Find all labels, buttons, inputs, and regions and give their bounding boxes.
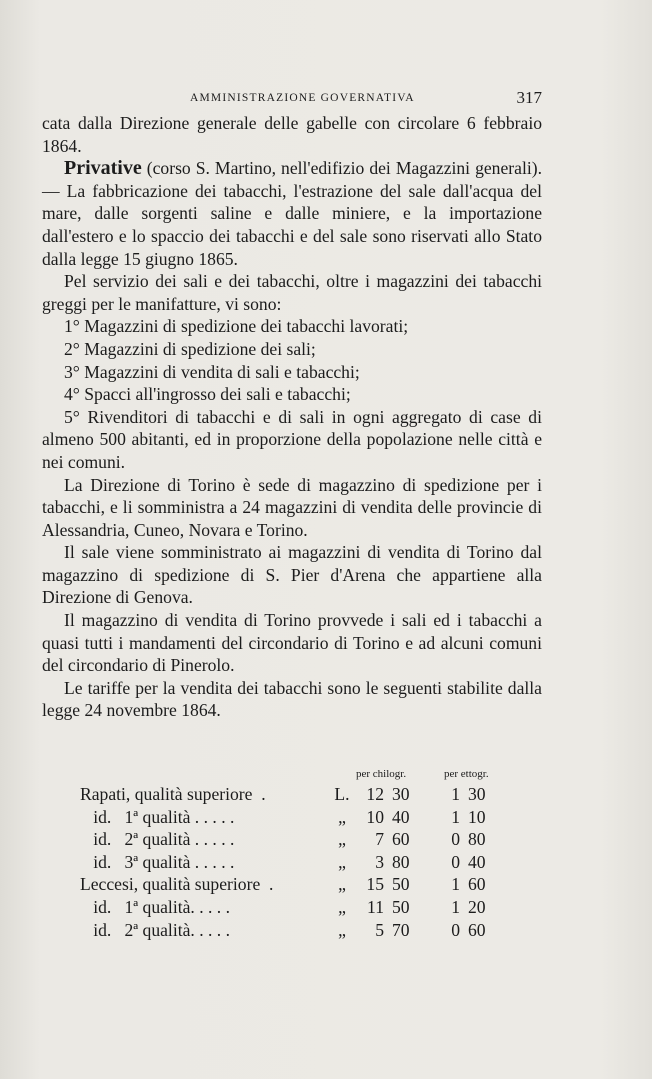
price-kg-lire: 12: [366, 784, 384, 804]
price-hg-cent: 30: [468, 784, 486, 804]
currency-mark: „: [338, 806, 346, 827]
row-label: Rapati, qualità superiore .: [80, 784, 266, 804]
table-row: [42, 852, 542, 875]
price-hg-lire: 0: [451, 829, 460, 850]
price-kg-cent: 80: [392, 851, 410, 872]
table-row: [42, 784, 542, 807]
price-hg-lire: 1: [451, 874, 460, 895]
list-item-4: 4° Spacci all'ingrosso dei sali e tabacchi;: [64, 384, 351, 405]
row-label: id. 1ª qualità. . . . .: [80, 896, 230, 917]
page-number: 317: [516, 88, 542, 107]
price-kg-lire: 10: [366, 806, 384, 827]
paragraph-3: Pel servizio dei sali e dei tabacchi, oltre i magazzini dei tabacchi greggi per le manifatture, vi sono:: [42, 271, 542, 314]
price-hg-lire: 0: [451, 919, 460, 940]
price-kg-lire: 3: [375, 851, 384, 872]
price-kg-lire: 11: [367, 896, 384, 917]
row-label: Leccesi, qualità superiore .: [80, 874, 274, 895]
row-label: id. 2ª qualità . . . . .: [80, 829, 235, 850]
table-row: [42, 829, 542, 852]
price-hg-lire: 1: [451, 896, 460, 917]
currency-mark: „: [338, 896, 346, 917]
price-hg-cent: 10: [468, 806, 486, 827]
currency-mark: „: [338, 829, 346, 850]
price-kg-cent: 50: [392, 874, 410, 895]
price-kg-lire: 7: [375, 829, 384, 850]
currency-mark: L.: [334, 784, 350, 804]
price-hg-cent: 20: [468, 896, 486, 917]
price-kg-cent: 50: [392, 896, 410, 917]
table-row: [42, 920, 542, 943]
list-item-3: 3° Magazzini di vendita di sali e tabacchi;: [64, 361, 360, 382]
price-hg-cent: 80: [468, 829, 486, 850]
currency-mark: „: [338, 851, 346, 872]
table-row: [42, 874, 542, 897]
price-kg-lire: 5: [375, 919, 384, 940]
running-head: AMMINISTRAZIONE GOVERNATIVA: [190, 92, 415, 104]
paragraph-6: Il magazzino di vendita di Torino provvede i sali ed i tabacchi a quasi tutti i mandamenti del circondario di Torino e ad alcuni comuni del circondario di Pinerolo.: [42, 610, 542, 676]
row-label: id. 1ª qualità . . . . .: [80, 806, 235, 827]
list-item-1: 1° Magazzini di spedizione dei tabacchi lavorati;: [64, 316, 409, 337]
section-heading: Privative: [64, 157, 142, 180]
price-hg-cent: 60: [468, 919, 486, 940]
price-kg-lire: 15: [366, 874, 384, 895]
currency-mark: „: [338, 874, 346, 895]
tariff-table: [42, 764, 542, 942]
price-hg-cent: 40: [468, 851, 486, 872]
price-kg-cent: 60: [392, 829, 410, 850]
price-hg-lire: 0: [451, 851, 460, 872]
body-text: [42, 112, 542, 722]
table-row: [42, 807, 542, 830]
price-kg-cent: 40: [392, 806, 410, 827]
row-label: id. 2ª qualità. . . . .: [80, 919, 230, 940]
price-hg-cent: 60: [468, 874, 486, 895]
table-header: [42, 764, 542, 784]
paragraph-privative-text: (corso S. Martino, nell'edifizio dei Magazzini generali). — La fabbricazione dei tabacchi, l'estrazione del sale dall'acqua del mare, dalle sorgenti saline e dalle miniere, e la importazione dall'estero e lo spaccio dei tabacchi e del sale sono riservati allo Stato dalla legge 15 giugno 1865.: [42, 158, 542, 269]
list-item-2: 2° Magazzini di spedizione dei sali;: [64, 338, 316, 359]
row-label: id. 3ª qualità . . . . .: [80, 851, 235, 872]
currency-mark: „: [338, 919, 346, 940]
list-item-5: 5° Rivenditori di tabacchi e di sali in ogni aggregato di case di almeno 500 abitanti, ed in proporzione della popolazione nelle città e nei comuni.: [42, 406, 542, 472]
page-header: [42, 88, 542, 110]
price-hg-lire: 1: [451, 784, 460, 804]
paragraph-privative: [42, 157, 542, 270]
paragraph-5: Il sale viene somministrato ai magazzini di vendita di Torino dal magazzino di spedizione di S. Pier d'Arena che appartiene alla Direzione di Genova.: [42, 542, 542, 608]
paragraph-7: Le tariffe per la vendita dei tabacchi sono le seguenti stabilite dalla legge 24 novembre 1864.: [42, 677, 542, 721]
column-header-per-hg: per ettogr.: [444, 768, 489, 780]
price-kg-cent: 30: [392, 784, 410, 804]
table-row: [42, 897, 542, 920]
table-body: [42, 784, 542, 942]
paragraph-4: La Direzione di Torino è sede di magazzino di spedizione per i tabacchi, e li somministra a 24 magazzini di vendita delle provincie di Alessandria, Cuneo, Novara e Torino.: [42, 474, 542, 540]
column-header-per-kg: per chilogr.: [356, 768, 407, 780]
price-hg-lire: 1: [451, 806, 460, 827]
paragraph-1: cata dalla Direzione generale delle gabelle con circolare 6 febbraio 1864.: [42, 113, 542, 156]
price-kg-cent: 70: [392, 919, 410, 940]
